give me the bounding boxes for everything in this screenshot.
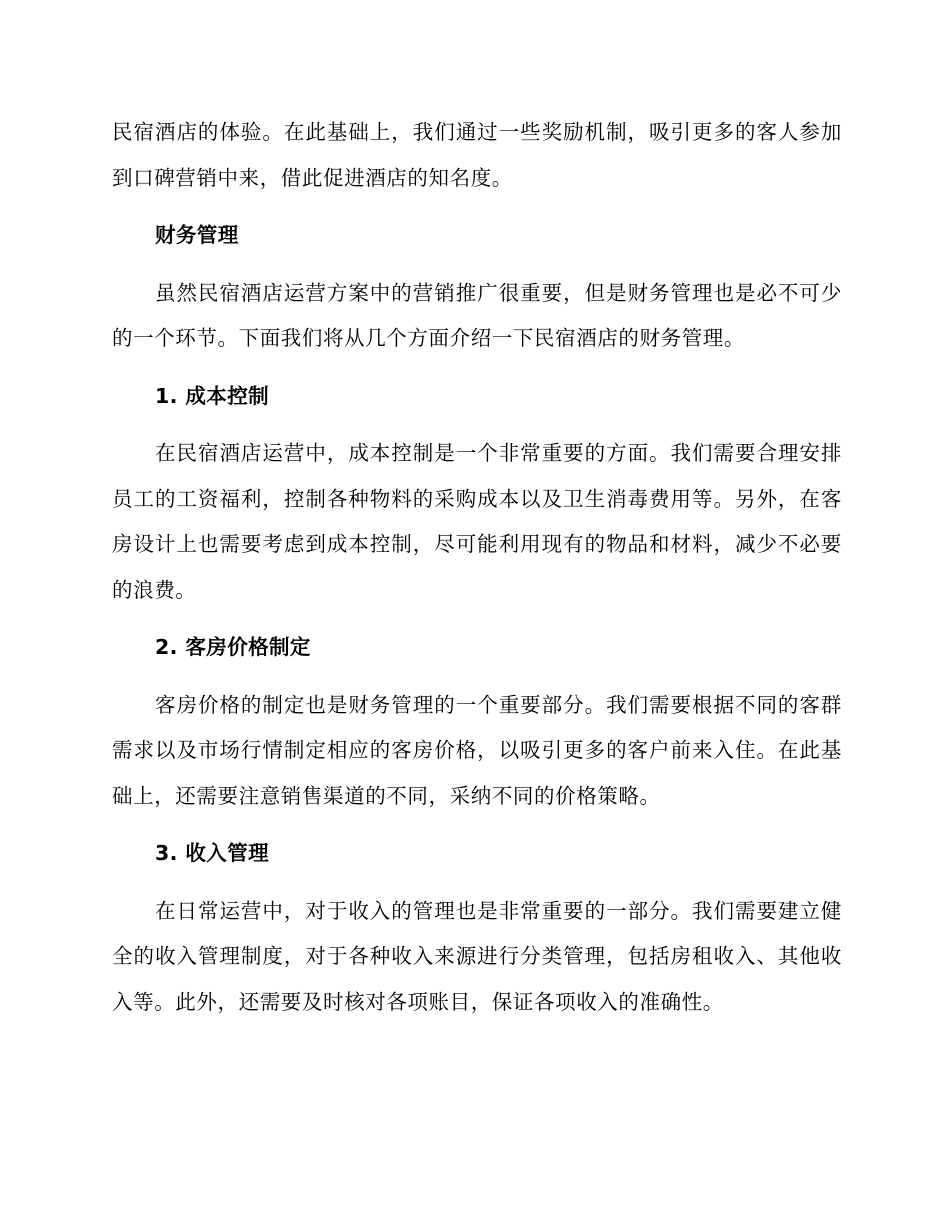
spacer	[112, 671, 842, 683]
spacer	[112, 613, 842, 625]
spacer	[112, 819, 842, 831]
subsection-paragraph-room-pricing: 客房价格的制定也是财务管理的一个重要部分。我们需要根据不同的客群需求以及市场行情制定相应的客房价格，以吸引更多的客户前来入住。在此基础上，还需要注意销售渠道的不同，采纳不同的价格策略。	[112, 692, 842, 808]
spacer	[112, 362, 842, 374]
document-body	[112, 110, 842, 1025]
spacer	[112, 201, 842, 213]
spacer	[112, 877, 842, 889]
section-heading-finance: 财务管理	[155, 223, 239, 247]
intro-paragraph: 民宿酒店的体验。在此基础上，我们通过一些奖励机制，吸引更多的客人参加到口碑营销中来，借此促进酒店的知名度。	[112, 120, 842, 190]
subsection-heading-room-pricing: 2. 客房价格制定	[155, 635, 311, 659]
subsection-paragraph-revenue-management: 在日常运营中，对于收入的管理也是非常重要的一部分。我们需要建立健全的收入管理制度，对于各种收入来源进行分类管理，包括房租收入、其他收入等。此外，还需要及时核对各项账目，保证各项收入的准确性。	[112, 898, 842, 1014]
spacer	[112, 259, 842, 271]
spacer	[112, 419, 842, 431]
subsection-heading-cost-control: 1. 成本控制	[155, 383, 269, 408]
subsection-paragraph-cost-control: 在民宿酒店运营中，成本控制是一个非常重要的方面。我们需要合理安排员工的工资福利，控制各种物料的采购成本以及卫生消毒费用等。另外，在客房设计上也需要考虑到成本控制，尽可能利用现有的物品和材料，减少不必要的浪费。	[112, 441, 842, 602]
subsection-heading-revenue-management: 3. 收入管理	[155, 841, 269, 865]
section-paragraph-finance: 虽然民宿酒店运营方案中的营销推广很重要，但是财务管理也是必不可少的一个环节。下面我们将从几个方面介绍一下民宿酒店的财务管理。	[112, 280, 842, 350]
